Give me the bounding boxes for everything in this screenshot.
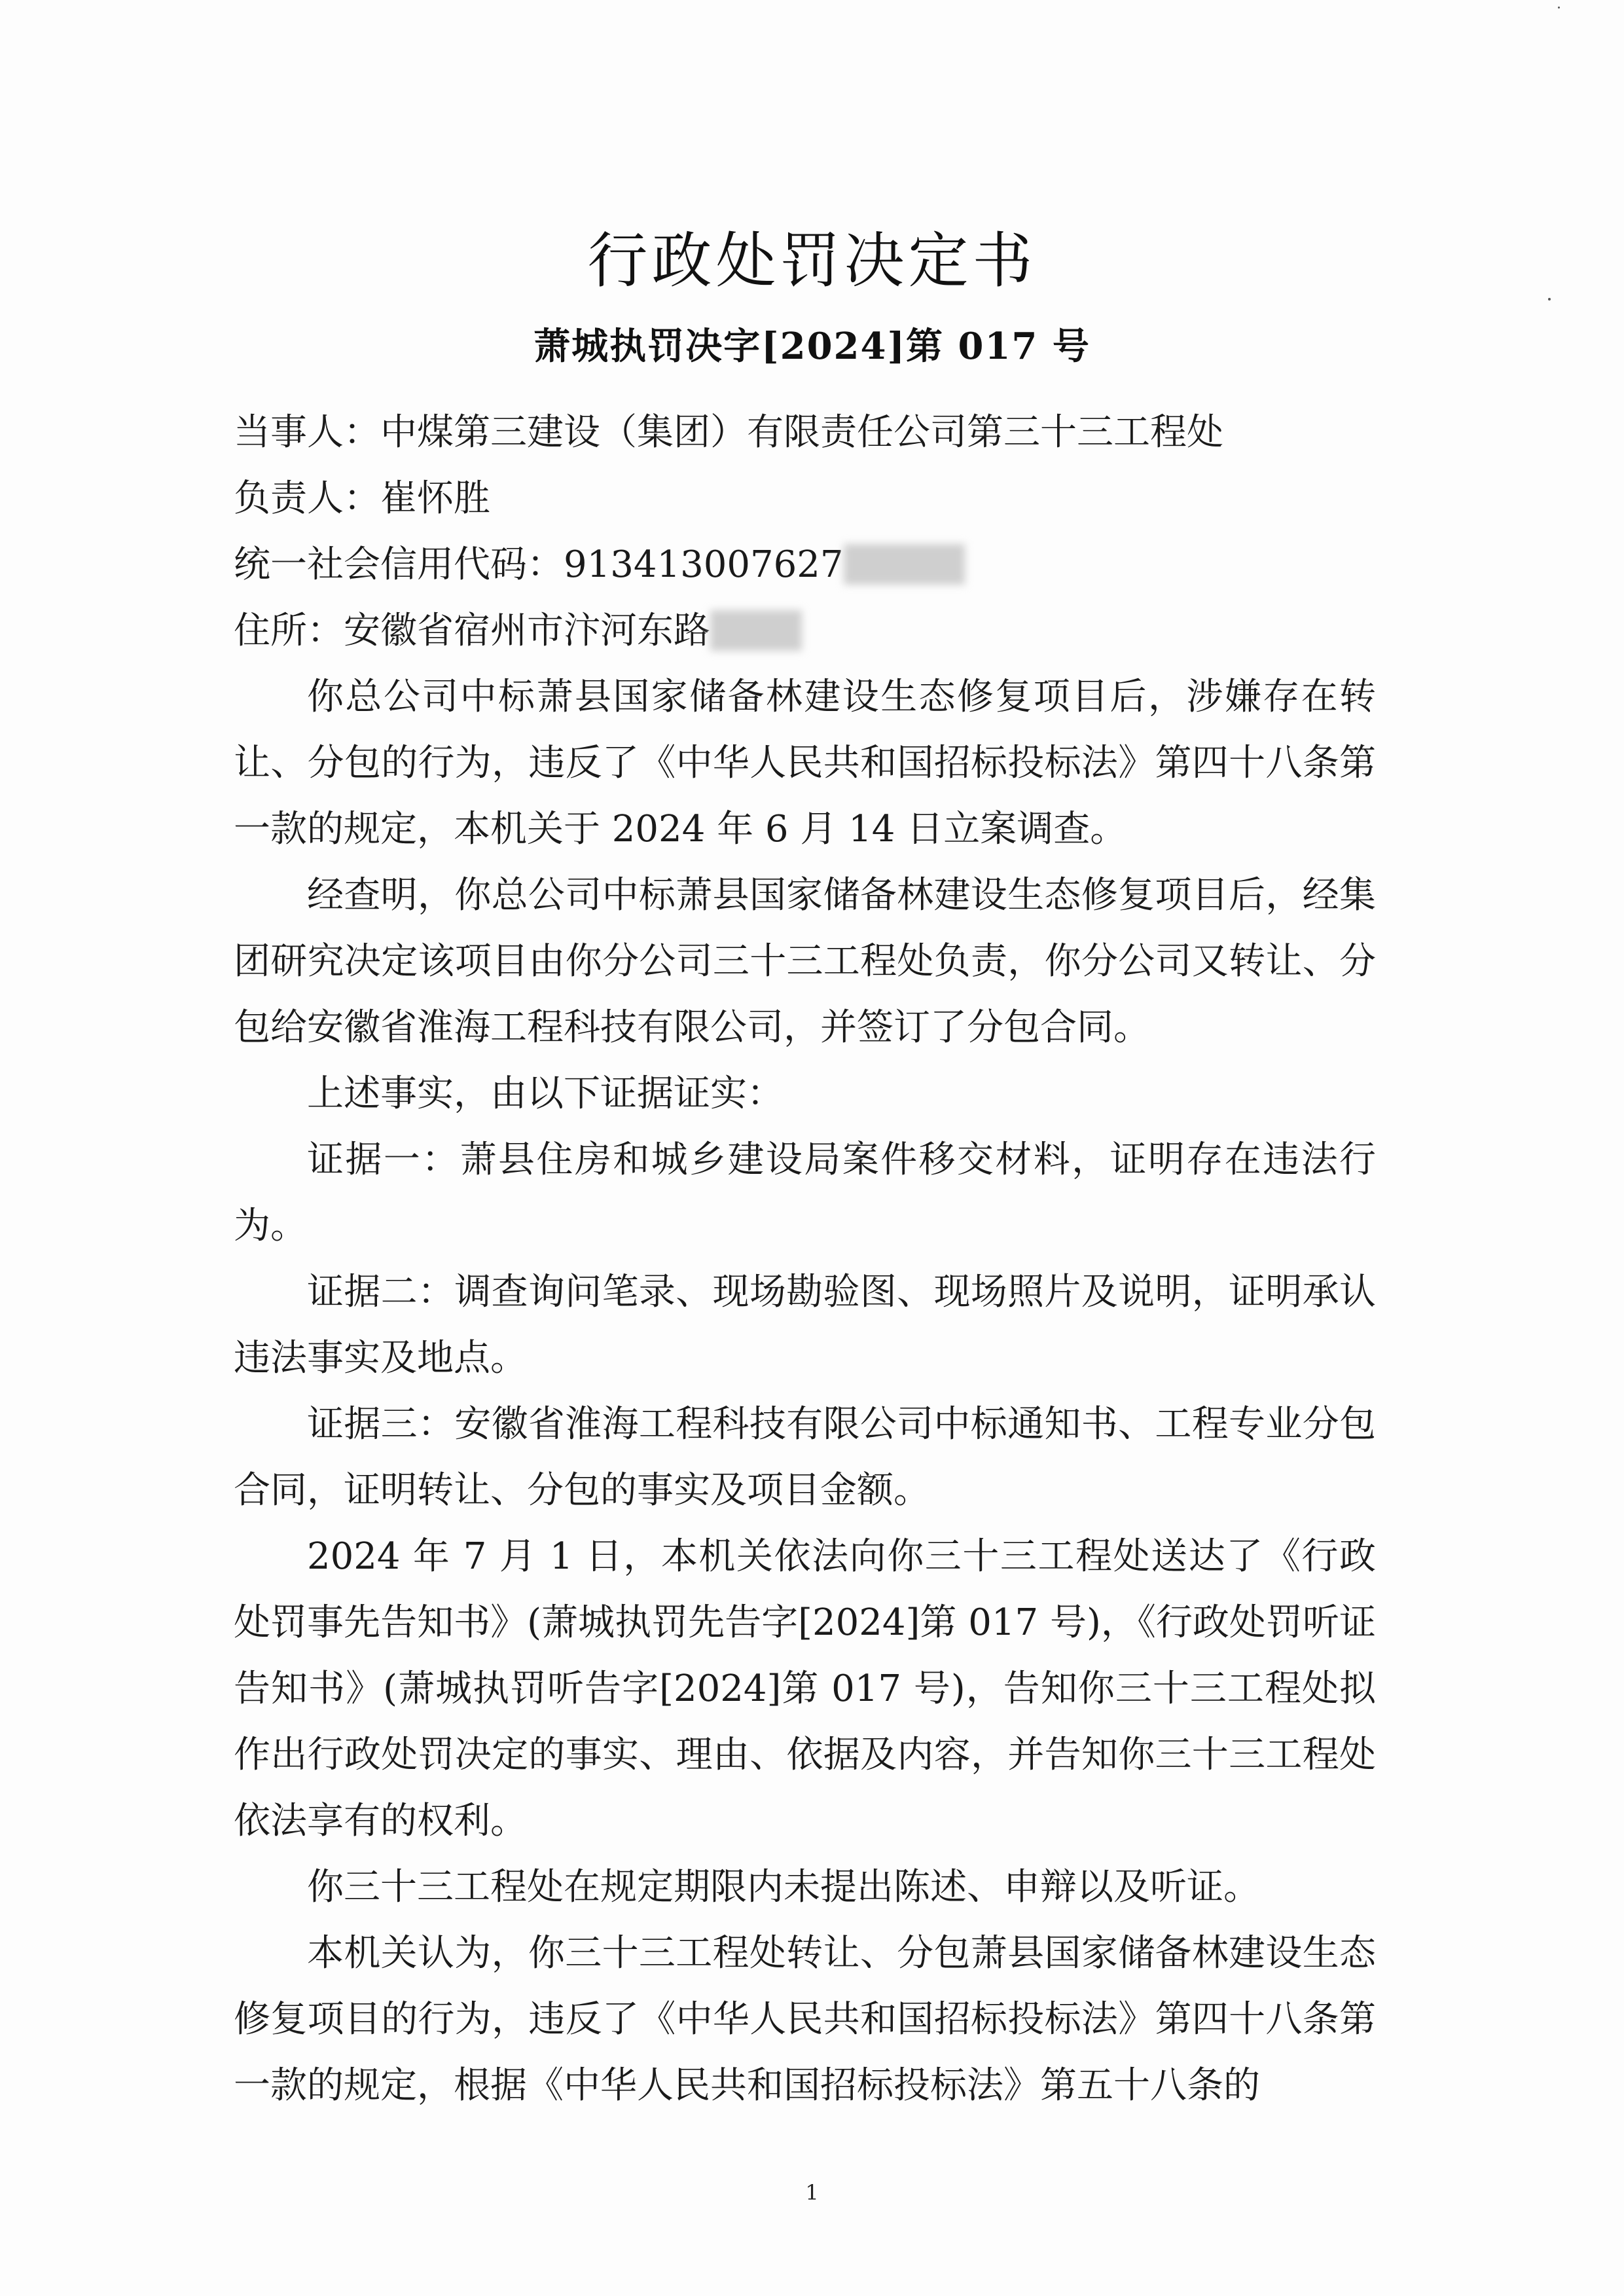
redaction-block: [844, 544, 965, 585]
credit-code-line: [234, 532, 1376, 598]
address-line: [234, 598, 1376, 664]
party-value: 中煤第三建设（集团）有限责任公司第三十三工程处: [380, 411, 1223, 454]
page-number: 1: [805, 2180, 819, 2205]
credit-code-value: 913413007627: [564, 543, 844, 586]
paragraph: 本机关认为，你三十三工程处转让、分包萧县国家储备林建设生态修复项目的行为，违反了《中华人民共和国招标投标法》第四十八条第一款的规定，根据《中华人民共和国招标投标法》第五十八条的: [234, 1932, 1376, 2107]
redaction-block: [710, 610, 802, 651]
document-title: 行政处罚决定书: [587, 226, 1037, 296]
responsible-line: [234, 465, 1376, 532]
document-number: 萧城执罚决字[2024]第 017 号: [533, 325, 1091, 368]
party-label: 当事人：: [234, 411, 380, 454]
scan-speck: [1548, 298, 1551, 301]
scan-speck: [1558, 7, 1560, 9]
paragraph: 2024 年 7 月 1 日，本机关依法向你三十三工程处送达了《行政处罚事先告知书》(萧城执罚先告字[2024]第 017 号)，《行政处罚听证告知书》(萧城执罚听告字[2024]第 017 号)，告知你三十三工程处拟作出行政处罚决定的事实、理由、依据及内容，并告知你三十三工程处依法享有的权利。: [234, 1535, 1376, 1842]
address-label: 住所：: [234, 610, 344, 652]
paragraph: 你三十三工程处在规定期限内未提出陈述、申辩以及听证。: [307, 1866, 1260, 1908]
paragraph: 证据三：安徽省淮海工程科技有限公司中标通知书、工程专业分包合同，证明转让、分包的事实及项目金额。: [234, 1403, 1376, 1512]
document-body: [234, 399, 1376, 2119]
paragraph: 经查明，你总公司中标萧县国家储备林建设生态修复项目后，经集团研究决定该项目由你分公司三十三工程处负责，你分公司又转让、分包给安徽省淮海工程科技有限公司，并签订了分包合同。: [234, 874, 1376, 1049]
responsible-label: 负责人：: [234, 477, 380, 520]
party-line: [234, 399, 1376, 465]
responsible-value: 崔怀胜: [380, 477, 490, 520]
paragraph: 上述事实，由以下证据证实：: [307, 1072, 784, 1115]
credit-code-label: 统一社会信用代码：: [234, 543, 564, 586]
address-value: 安徽省宿州市汴河东路: [344, 610, 710, 652]
paragraph: 你总公司中标萧县国家储备林建设生态修复项目后，涉嫌存在转让、分包的行为，违反了《中华人民共和国招标投标法》第四十八条第一款的规定，本机关于 2024 年 6 月 14 日立案调查。: [234, 676, 1376, 850]
paragraph: 证据一：萧县住房和城乡建设局案件移交材料，证明存在违法行为。: [234, 1139, 1376, 1247]
paragraph: 证据二：调查询问笔录、现场勘验图、现场照片及说明，证明承认违法事实及地点。: [234, 1271, 1376, 1379]
